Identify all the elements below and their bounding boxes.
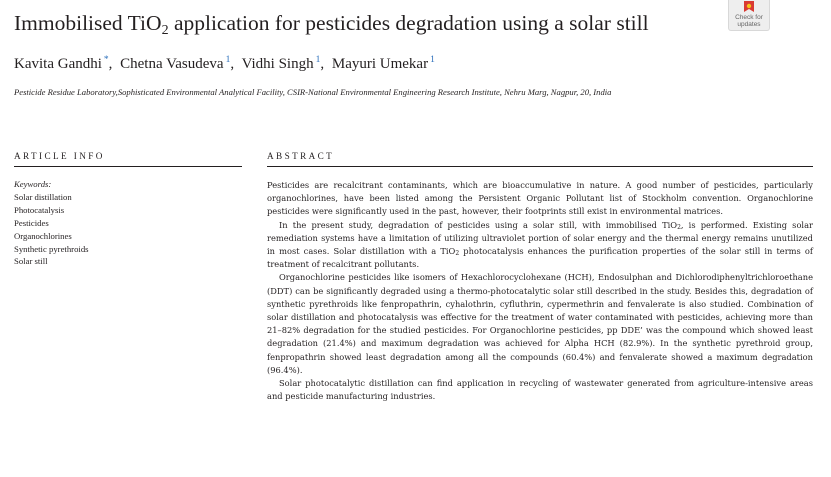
abstract-divider: [267, 166, 813, 167]
article-info-heading: ARTICLE INFO: [14, 151, 105, 161]
abstract-heading: ABSTRACT: [267, 151, 335, 161]
check-for-updates-button[interactable]: [728, 0, 770, 31]
author-name: Kavita Gandhi: [14, 56, 102, 72]
keywords-list: [14, 178, 214, 268]
author-name: Chetna Vasudeva: [120, 56, 224, 72]
crossmark-icon: [742, 1, 756, 15]
keyword: Pesticides: [14, 217, 49, 228]
author-list: Kavita Gandhi *, Chetna Vasudeva $^1$, Vidhi Singh $^1$, Mayuri Umekar $^1$: [14, 55, 435, 72]
author-name: Vidhi Singh: [241, 56, 314, 72]
affiliation: Pesticide Residue Laboratory,Sophisticated Environmental Analytical Facility, CSIR-National Environmental Engineering Research Institute, Nehru Marg, Nagpur, 20, India: [14, 87, 612, 97]
abstract-paragraph: Organochlorine pesticides like isomers of Hexachlorocyclohexane (HCH), Endosulphan and Dichlorodiphenyltrichloroethane (DDT) can be significantly degraded using a thermo-photocatalytic solar still described in the study. Besides this, degradation of synthetic pyrethroids like fenpropathrin, cyhalothrin, cyfluthrin, cypermethrin and fenvalerate is also studied. Combination of solar distillation and photocatalysis was effective for the treatment of water contaminated with pesticides, achieving more than 21–82% degradation for the studied pesticides. For Organochlorine pesticides, pp DDE’ was the compound which showed least degradation (21.4%) and maximum degradation was achieved for Alpha HCH (82.9%). In the synthetic pyrethroid group, fenpropathrin showed least degradation among all the compounds (60.4%) and fenvalerate showed a maximum degradation (96.4%).: [267, 272, 813, 375]
abstract-paragraph: Solar photocatalytic distillation can find application in recycling of wastewater generated from agriculture-intensive areas and pesticide manufacturing industries.: [267, 378, 813, 402]
check-for-updates-label: Check for updates: [735, 14, 763, 28]
abstract-paragraph: In the present study, degradation of pesticides using a solar still, with immobilised TiO$_2$, is performed. Existing solar remediation systems have a limitation of utilizing ultraviolet portion of solar energy and the thermal energy remains unutilized in most cases. Solar distillation with a TiO$_2$ photocatalysis enhances the purification properties of the solar still in terms of treatment of recalcitrant pollutants.: [267, 219, 813, 270]
author-mark[interactable]: *: [103, 55, 109, 65]
author-name: Mayuri Umekar: [331, 56, 429, 72]
author-mark[interactable]: 1: [225, 55, 231, 65]
keyword: Synthetic pyrethroids: [14, 243, 89, 254]
keyword: Solar distillation: [14, 191, 72, 202]
author-mark[interactable]: 1: [315, 55, 321, 65]
abstract-paragraph: Pesticides are recalcitrant contaminants, which are bioaccumulative in nature. A good number of pesticides, particularly organochlorines, have been listed among the Persistent Organic Pollutant list of Stockholm convention. Organochlorine pesticides were significantly used in the past, however, their footprints still exist in environmental matrices.: [267, 180, 813, 217]
keyword: Organochlorines: [14, 230, 72, 241]
abstract-body: [267, 179, 813, 403]
author-mark[interactable]: 1: [430, 55, 435, 65]
article-info-divider: [14, 166, 242, 167]
keyword: Photocatalysis: [14, 204, 65, 215]
keywords-label: Keywords:: [14, 179, 52, 189]
keyword: Solar still: [14, 256, 48, 267]
article-title: Immobilised TiO$_2$ application for pesticides degradation using a solar still: [14, 11, 649, 38]
